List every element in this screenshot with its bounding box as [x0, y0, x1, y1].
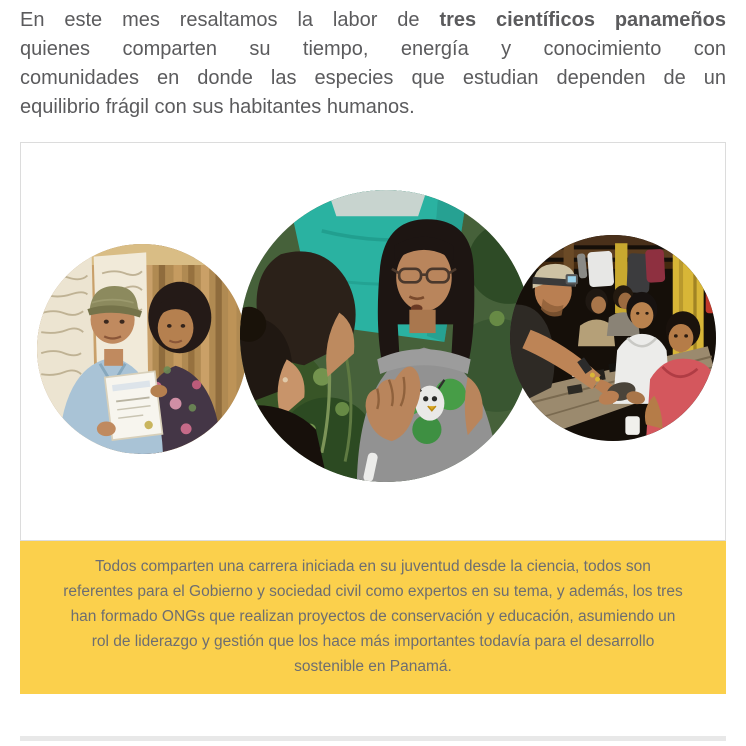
intro-paragraph	[20, 6, 726, 122]
photo-scientist-svg	[240, 190, 532, 482]
photo-workshop-svg	[510, 235, 716, 441]
photo-collage-card	[20, 142, 726, 541]
photo-night-workshop	[510, 235, 716, 441]
intro-bold-text: tres científicos panameños	[439, 9, 726, 31]
certificate	[97, 371, 167, 440]
intro-line-4: equilibrio frágil con sus habitantes humanos.	[20, 96, 415, 118]
photo-scientist-talking	[240, 190, 532, 482]
photo-certificate-svg	[37, 244, 247, 454]
section-divider	[20, 736, 726, 741]
intro-text: En este mes resaltamos la labor de	[20, 9, 440, 31]
intro-line-3: comunidades en donde las especies que estudian dependen de un	[20, 67, 726, 89]
photo-certificate-handover	[37, 244, 247, 454]
highlight-text: Todos comparten una carrera iniciada en su juventud desde la ciencia, todos son referentes para el Gobierno y sociedad civil como expertos en su tema, y además, los tres han formado ONGs que realizan proyectos de conservación y educación, asumiendo un rol de liderazgo y gestión que los hace más importantes todavía para el desarrollo sostenible en Panamá.	[63, 558, 683, 675]
intro-line-1	[20, 6, 726, 35]
intro-line-2: quienes comparten su tiempo, energía y conocimiento con	[20, 38, 726, 60]
highlight-box	[20, 541, 726, 694]
